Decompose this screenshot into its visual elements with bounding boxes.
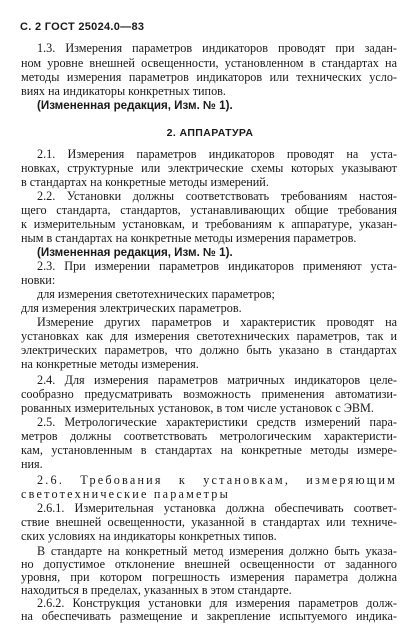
text-line: уровня, при котором погрешность измерения параметра должна [21, 570, 397, 584]
text-line: 2.5. Метрологические характеристики средств измерений пара- [37, 415, 397, 429]
text-line: для измерения электрических параметров. [21, 301, 242, 315]
text-line: ских условиях на индикаторы конкретных типов. [21, 529, 277, 543]
text-line: новки: [21, 273, 56, 287]
text-line: к измерительным установкам, и требованиям к аппаратуре, указан- [21, 217, 397, 231]
text-line: 1.3. Измерения параметров индикаторов проводят при задан- [37, 41, 397, 55]
text-line: но допустимое отклонение внешней освещенности от заданного [21, 557, 397, 571]
subsection-heading: 2.6. Требования к установкам, измеряющим [37, 473, 397, 487]
text-line: для измерения светотехнических параметров; [37, 287, 275, 301]
text-line: 2.6.1. Измерительная установка должна обеспечивать соответ- [37, 501, 397, 515]
subsection-heading: светотехнические параметры [21, 487, 230, 501]
text-line: находиться в пределах, указанных в этом стандарте. [21, 583, 292, 597]
text-line: 2.6.2. Конструкция установки для измерения параметров долж- [37, 596, 397, 610]
section-title: 2. АППАРАТУРА [166, 127, 254, 139]
text-line: щего стандарта, стандартов, устанавливающих общие требования [21, 203, 397, 217]
text-line: сообразно предусматривать возможность применения автоматизи- [21, 387, 397, 401]
text-line: рованных измерительных установок, в том числе установок с ЭВМ. [21, 401, 374, 415]
text-line: метров должны соответствовать метрологическим характеристи- [21, 429, 397, 443]
text-line: 2.1. Измерения параметров индикаторов проводят на уста- [37, 147, 397, 161]
text-line: в стандартах на конкретные методы измерений. [21, 175, 269, 189]
text-line: 2.4. Для измерения параметров матричных индикаторов целе- [37, 373, 397, 387]
amendment-note: (Измененная редакция, Изм. № 1). [37, 99, 233, 112]
text-line: 2.3. При измерении параметров индикаторов применяют уста- [37, 259, 397, 273]
text-line: виях на индикаторы конкретных типов. [21, 84, 226, 98]
text-line: электрических параметров, что должно быть указано в стандартах [21, 343, 397, 357]
text-line: ном уровне внешней освещенности, установленном в стандартах на [21, 56, 397, 70]
text-line: ствие внешней освещенности, указанной в стандартах или техниче- [21, 515, 397, 529]
amendment-note: (Измененная редакция, Изм. № 1). [37, 246, 233, 259]
text-line: ным в стандартах на конкретные методы измерения параметров. [21, 231, 357, 245]
text-line: установках как для измерения светотехнических параметров, так и [21, 329, 397, 343]
text-line: методы измерения параметров индикаторов или технических усло- [21, 70, 397, 84]
text-line: 2.2. Установки должны соответствовать требованиям настоя- [37, 189, 397, 203]
text-line: новках, структурные или электрические схемы которых указывают [21, 161, 397, 175]
text-line: на обеспечивать размещение и закрепление испытуемого индика- [21, 609, 397, 623]
page-header: С. 2 ГОСТ 25024.0—83 [20, 21, 145, 33]
text-line: В стандарте на конкретный метод измерения должно быть указа- [37, 544, 397, 558]
text-line: кам, установленным в стандартах на конкретные методы измере- [21, 443, 397, 457]
text-line: ния. [21, 457, 43, 471]
text-line: Измерение других параметров и характеристик проводят на [37, 315, 397, 329]
text-line: на конкретные методы измерения. [21, 357, 199, 371]
